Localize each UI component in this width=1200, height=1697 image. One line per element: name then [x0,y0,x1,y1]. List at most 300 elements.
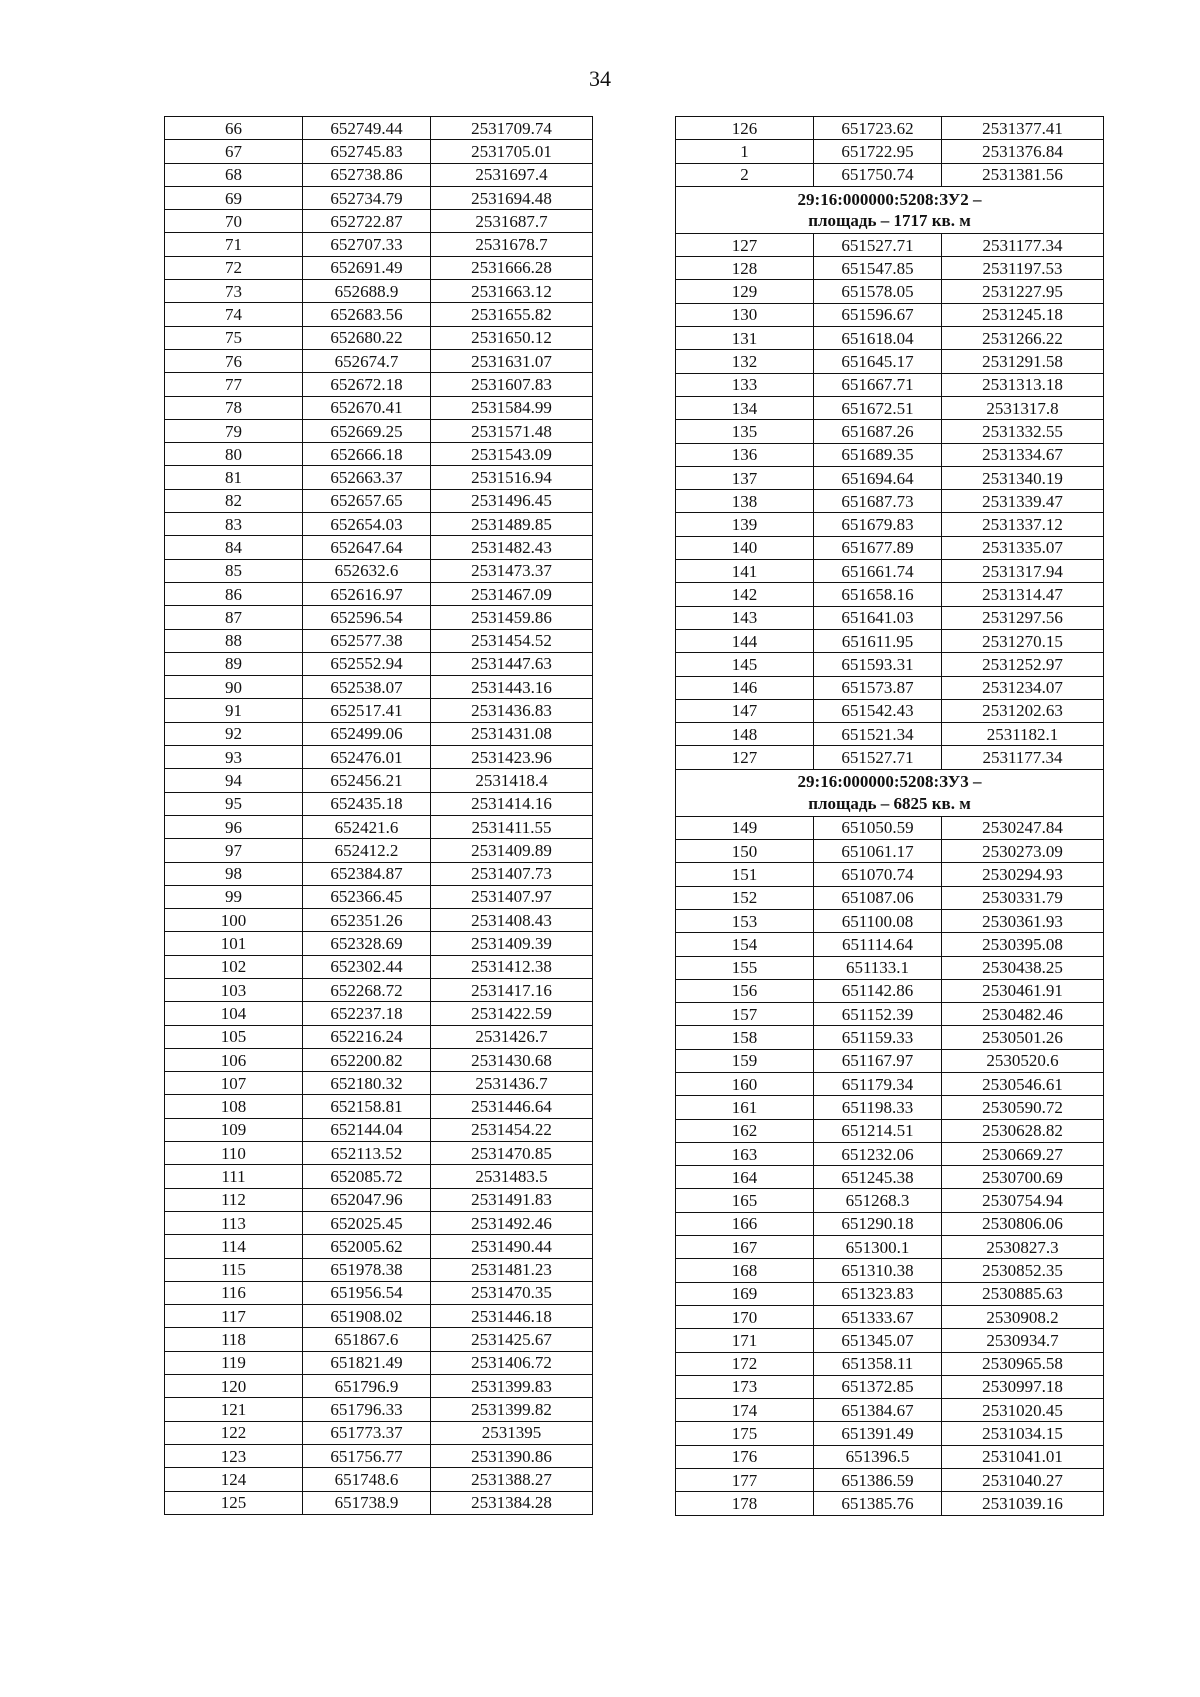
x-coordinate-cell: 651773.37 [303,1421,431,1444]
point-number-cell: 134 [676,396,814,419]
point-number-cell: 89 [165,652,303,675]
point-number-cell: 131 [676,327,814,350]
table-row [165,419,593,442]
section-heading-row [676,769,1104,816]
y-coordinate-cell: 2531470.85 [431,1142,593,1165]
y-coordinate-cell: 2530997.18 [942,1375,1104,1398]
x-coordinate-cell: 651573.87 [814,676,942,699]
point-number-cell: 88 [165,629,303,652]
point-number-cell: 162 [676,1119,814,1142]
point-number-cell: 133 [676,373,814,396]
x-coordinate-cell: 652745.83 [303,140,431,163]
y-coordinate-cell: 2531697.4 [431,163,593,186]
x-coordinate-cell: 652666.18 [303,443,431,466]
x-coordinate-cell: 651645.17 [814,350,942,373]
x-coordinate-cell: 652180.32 [303,1072,431,1095]
point-number-cell: 130 [676,303,814,326]
x-coordinate-cell: 652517.41 [303,699,431,722]
y-coordinate-cell: 2531039.16 [942,1492,1104,1515]
x-coordinate-cell: 651300.1 [814,1236,942,1259]
x-coordinate-cell: 651593.31 [814,653,942,676]
point-number-cell: 112 [165,1188,303,1211]
point-number-cell: 85 [165,559,303,582]
x-coordinate-cell: 651142.86 [814,979,942,1002]
x-coordinate-cell: 651618.04 [814,327,942,350]
x-coordinate-cell: 651268.3 [814,1189,942,1212]
x-coordinate-cell: 652707.33 [303,233,431,256]
y-coordinate-cell: 2530700.69 [942,1166,1104,1189]
table-row [165,606,593,629]
y-coordinate-cell: 2530806.06 [942,1212,1104,1235]
x-coordinate-cell: 651908.02 [303,1305,431,1328]
point-number-cell: 75 [165,326,303,349]
x-coordinate-cell: 652552.94 [303,652,431,675]
table-row [165,373,593,396]
y-coordinate-cell: 2531384.28 [431,1491,593,1514]
x-coordinate-cell: 651956.54 [303,1281,431,1304]
table-row [165,932,593,955]
y-coordinate-cell: 2531376.84 [942,140,1104,163]
y-coordinate-cell: 2531034.15 [942,1422,1104,1445]
point-number-cell: 153 [676,909,814,932]
point-number-cell: 174 [676,1399,814,1422]
x-coordinate-cell: 651547.85 [814,257,942,280]
point-number-cell: 69 [165,186,303,209]
x-coordinate-cell: 651658.16 [814,583,942,606]
x-coordinate-cell: 651358.11 [814,1352,942,1375]
y-coordinate-cell: 2531177.34 [942,233,1104,256]
x-coordinate-cell: 651689.35 [814,443,942,466]
point-number-cell: 66 [165,117,303,140]
table-row [165,1491,593,1514]
y-coordinate-cell: 2531516.94 [431,466,593,489]
point-number-cell: 119 [165,1351,303,1374]
x-coordinate-cell: 652616.97 [303,582,431,605]
point-number-cell: 118 [165,1328,303,1351]
x-coordinate-cell: 652674.7 [303,349,431,372]
table-row [165,815,593,838]
table-row [676,746,1104,769]
table-row [165,1375,593,1398]
x-coordinate-cell: 651821.49 [303,1351,431,1374]
point-number-cell: 135 [676,420,814,443]
point-number-cell: 104 [165,1002,303,1025]
table-row [165,978,593,1001]
x-coordinate-cell: 651310.38 [814,1259,942,1282]
table-row [165,140,593,163]
point-number-cell: 115 [165,1258,303,1281]
table-row [676,1422,1104,1445]
x-coordinate-cell: 652435.18 [303,792,431,815]
x-coordinate-cell: 651345.07 [814,1329,942,1352]
point-number-cell: 96 [165,815,303,838]
point-number-cell: 155 [676,956,814,979]
point-number-cell: 83 [165,513,303,536]
coordinates-table-right [675,116,1104,1516]
x-coordinate-cell: 651756.77 [303,1444,431,1467]
table-row [676,1305,1104,1328]
table-row [165,163,593,186]
y-coordinate-cell: 2531314.47 [942,583,1104,606]
x-coordinate-cell: 651578.05 [814,280,942,303]
point-number-cell: 166 [676,1212,814,1235]
y-coordinate-cell: 2531411.55 [431,815,593,838]
point-number-cell: 148 [676,723,814,746]
point-number-cell: 178 [676,1492,814,1515]
x-coordinate-cell: 651723.62 [814,117,942,140]
table-row [676,956,1104,979]
x-coordinate-cell: 652647.64 [303,536,431,559]
table-row [165,1235,593,1258]
point-number-cell: 91 [165,699,303,722]
y-coordinate-cell: 2531694.48 [431,186,593,209]
x-coordinate-cell: 652025.45 [303,1211,431,1234]
y-coordinate-cell: 2531340.19 [942,466,1104,489]
table-row [676,1329,1104,1352]
x-coordinate-cell: 652200.82 [303,1048,431,1071]
x-coordinate-cell: 652144.04 [303,1118,431,1141]
y-coordinate-cell: 2531020.45 [942,1399,1104,1422]
point-number-cell: 72 [165,256,303,279]
point-number-cell: 169 [676,1282,814,1305]
x-coordinate-cell: 651738.9 [303,1491,431,1514]
y-coordinate-cell: 2531443.16 [431,676,593,699]
point-number-cell: 158 [676,1026,814,1049]
x-coordinate-cell: 652158.81 [303,1095,431,1118]
table-row [165,909,593,932]
x-coordinate-cell: 651114.64 [814,933,942,956]
y-coordinate-cell: 2531417.16 [431,978,593,1001]
point-number-cell: 159 [676,1049,814,1072]
point-number-cell: 71 [165,233,303,256]
point-number-cell: 116 [165,1281,303,1304]
table-row [676,1096,1104,1119]
table-row [165,1398,593,1421]
table-row [165,885,593,908]
point-number-cell: 79 [165,419,303,442]
x-coordinate-cell: 652722.87 [303,210,431,233]
x-coordinate-cell: 652663.37 [303,466,431,489]
table-row [165,839,593,862]
y-coordinate-cell: 2531377.41 [942,117,1104,140]
table-row [165,233,593,256]
table-row [676,629,1104,652]
point-number-cell: 77 [165,373,303,396]
y-coordinate-cell: 2530827.3 [942,1236,1104,1259]
x-coordinate-cell: 652538.07 [303,676,431,699]
x-coordinate-cell: 651198.33 [814,1096,942,1119]
y-coordinate-cell: 2531252.97 [942,653,1104,676]
point-number-cell: 68 [165,163,303,186]
point-number-cell: 94 [165,769,303,792]
table-row [165,769,593,792]
point-number-cell: 142 [676,583,814,606]
table-row [676,653,1104,676]
table-row [165,746,593,769]
table-row [165,396,593,419]
table-row [165,1281,593,1304]
point-number-cell: 80 [165,443,303,466]
x-coordinate-cell: 651527.71 [814,233,942,256]
table-row [165,1142,593,1165]
y-coordinate-cell: 2530852.35 [942,1259,1104,1282]
point-number-cell: 138 [676,490,814,513]
point-number-cell: 78 [165,396,303,419]
point-number-cell: 137 [676,466,814,489]
table-row [165,652,593,675]
x-coordinate-cell: 651167.97 [814,1049,942,1072]
table-row [165,1072,593,1095]
y-coordinate-cell: 2531470.35 [431,1281,593,1304]
y-coordinate-cell: 2531459.86 [431,606,593,629]
table-row [165,582,593,605]
point-number-cell: 141 [676,560,814,583]
table-row [676,1445,1104,1468]
y-coordinate-cell: 2531678.7 [431,233,593,256]
point-number-cell: 145 [676,653,814,676]
y-coordinate-cell: 2531666.28 [431,256,593,279]
x-coordinate-cell: 651232.06 [814,1142,942,1165]
x-coordinate-cell: 652657.65 [303,489,431,512]
table-row [165,1421,593,1444]
y-coordinate-cell: 2530546.61 [942,1072,1104,1095]
table-row [676,327,1104,350]
x-coordinate-cell: 651672.51 [814,396,942,419]
point-number-cell: 113 [165,1211,303,1234]
x-coordinate-cell: 652456.21 [303,769,431,792]
point-number-cell: 168 [676,1259,814,1282]
table-row [676,117,1104,140]
coordinates-table-left [164,116,593,1515]
table-row [676,1259,1104,1282]
x-coordinate-cell: 651323.83 [814,1282,942,1305]
x-coordinate-cell: 651687.73 [814,490,942,513]
table-row [165,489,593,512]
y-coordinate-cell: 2531418.4 [431,769,593,792]
y-coordinate-cell: 2531291.58 [942,350,1104,373]
point-number-cell: 103 [165,978,303,1001]
section-heading-line: площадь – 6825 кв. м [808,793,971,813]
table-row [165,326,593,349]
x-coordinate-cell: 651245.38 [814,1166,942,1189]
table-row [676,1142,1104,1165]
x-coordinate-cell: 651748.6 [303,1468,431,1491]
y-coordinate-cell: 2531409.89 [431,839,593,862]
section-heading [676,186,1104,233]
table-row [165,280,593,303]
y-coordinate-cell: 2531705.01 [431,140,593,163]
y-coordinate-cell: 2531406.72 [431,1351,593,1374]
y-coordinate-cell: 2530438.25 [942,956,1104,979]
x-coordinate-cell: 651978.38 [303,1258,431,1281]
y-coordinate-cell: 2530247.84 [942,816,1104,839]
y-coordinate-cell: 2531234.07 [942,676,1104,699]
point-number-cell: 144 [676,629,814,652]
section-heading-row [676,186,1104,233]
y-coordinate-cell: 2530482.46 [942,1003,1104,1026]
y-coordinate-cell: 2530361.93 [942,909,1104,932]
x-coordinate-cell: 652672.18 [303,373,431,396]
y-coordinate-cell: 2531454.22 [431,1118,593,1141]
point-number-cell: 1 [676,140,814,163]
x-coordinate-cell: 652421.6 [303,815,431,838]
y-coordinate-cell: 2530669.27 [942,1142,1104,1165]
point-number-cell: 127 [676,233,814,256]
table-row [676,1072,1104,1095]
x-coordinate-cell: 651641.03 [814,606,942,629]
x-coordinate-cell: 651179.34 [814,1072,942,1095]
x-coordinate-cell: 651661.74 [814,560,942,583]
y-coordinate-cell: 2530520.6 [942,1049,1104,1072]
x-coordinate-cell: 651750.74 [814,163,942,186]
table-row [676,816,1104,839]
point-number-cell: 74 [165,303,303,326]
x-coordinate-cell: 651384.67 [814,1399,942,1422]
point-number-cell: 106 [165,1048,303,1071]
point-number-cell: 125 [165,1491,303,1514]
point-number-cell: 157 [676,1003,814,1026]
x-coordinate-cell: 651667.71 [814,373,942,396]
y-coordinate-cell: 2531408.43 [431,909,593,932]
point-number-cell: 84 [165,536,303,559]
x-coordinate-cell: 652328.69 [303,932,431,955]
table-row [165,1328,593,1351]
table-row [676,979,1104,1002]
y-coordinate-cell: 2531426.7 [431,1025,593,1048]
table-row [165,186,593,209]
y-coordinate-cell: 2530754.94 [942,1189,1104,1212]
y-coordinate-cell: 2530885.63 [942,1282,1104,1305]
point-number-cell: 99 [165,885,303,908]
point-number-cell: 173 [676,1375,814,1398]
table-row [165,1258,593,1281]
table-row [165,722,593,745]
y-coordinate-cell: 2531663.12 [431,280,593,303]
point-number-cell: 139 [676,513,814,536]
point-number-cell: 105 [165,1025,303,1048]
x-coordinate-cell: 652734.79 [303,186,431,209]
y-coordinate-cell: 2531409.39 [431,932,593,955]
table-row [676,560,1104,583]
point-number-cell: 175 [676,1422,814,1445]
y-coordinate-cell: 2531414.16 [431,792,593,815]
point-number-cell: 95 [165,792,303,815]
x-coordinate-cell: 652654.03 [303,513,431,536]
point-number-cell: 176 [676,1445,814,1468]
table-row [676,863,1104,886]
table-row [676,466,1104,489]
y-coordinate-cell: 2531041.01 [942,1445,1104,1468]
table-row [165,1305,593,1328]
table-row [676,420,1104,443]
table-row [165,1025,593,1048]
table-row [165,1211,593,1234]
table-row [676,1189,1104,1212]
table-row [676,1049,1104,1072]
y-coordinate-cell: 2531446.18 [431,1305,593,1328]
y-coordinate-cell: 2531332.55 [942,420,1104,443]
y-coordinate-cell: 2531430.68 [431,1048,593,1071]
table-row [676,443,1104,466]
x-coordinate-cell: 651391.49 [814,1422,942,1445]
y-coordinate-cell: 2531431.08 [431,722,593,745]
point-number-cell: 154 [676,933,814,956]
point-number-cell: 150 [676,840,814,863]
y-coordinate-cell: 2531447.63 [431,652,593,675]
page-number: 34 [589,66,611,91]
point-number-cell: 152 [676,886,814,909]
point-number-cell: 163 [676,1142,814,1165]
y-coordinate-cell: 2531297.56 [942,606,1104,629]
table-row [676,840,1104,863]
y-coordinate-cell: 2531399.82 [431,1398,593,1421]
x-coordinate-cell: 651152.39 [814,1003,942,1026]
x-coordinate-cell: 651796.9 [303,1375,431,1398]
table-row [676,1282,1104,1305]
x-coordinate-cell: 651333.67 [814,1305,942,1328]
point-number-cell: 170 [676,1305,814,1328]
y-coordinate-cell: 2531473.37 [431,559,593,582]
table-row [165,629,593,652]
point-number-cell: 81 [165,466,303,489]
table-row [165,559,593,582]
x-coordinate-cell: 652680.22 [303,326,431,349]
point-number-cell: 100 [165,909,303,932]
y-coordinate-cell: 2531454.52 [431,629,593,652]
y-coordinate-cell: 2531317.8 [942,396,1104,419]
x-coordinate-cell: 651542.43 [814,699,942,722]
table-row [165,256,593,279]
table-row [165,466,593,489]
y-coordinate-cell: 2531245.18 [942,303,1104,326]
table-row [165,1095,593,1118]
y-coordinate-cell: 2530628.82 [942,1119,1104,1142]
point-number-cell: 70 [165,210,303,233]
table-row [676,1026,1104,1049]
point-number-cell: 132 [676,350,814,373]
point-number-cell: 110 [165,1142,303,1165]
point-number-cell: 124 [165,1468,303,1491]
y-coordinate-cell: 2531687.7 [431,210,593,233]
y-coordinate-cell: 2531266.22 [942,327,1104,350]
x-coordinate-cell: 652384.87 [303,862,431,885]
table-row [165,536,593,559]
x-coordinate-cell: 652113.52 [303,1142,431,1165]
y-coordinate-cell: 2530294.93 [942,863,1104,886]
point-number-cell: 129 [676,280,814,303]
point-number-cell: 97 [165,839,303,862]
y-coordinate-cell: 2531177.34 [942,746,1104,769]
y-coordinate-cell: 2530273.09 [942,840,1104,863]
point-number-cell: 108 [165,1095,303,1118]
x-coordinate-cell: 651694.64 [814,466,942,489]
x-coordinate-cell: 652688.9 [303,280,431,303]
section-heading-line: 29:16:000000:5208:ЗУ2 – [797,189,982,209]
y-coordinate-cell: 2531334.67 [942,443,1104,466]
x-coordinate-cell: 652632.6 [303,559,431,582]
point-number-cell: 171 [676,1329,814,1352]
table-row [165,862,593,885]
point-number-cell: 107 [165,1072,303,1095]
y-coordinate-cell: 2531339.47 [942,490,1104,513]
x-coordinate-cell: 651722.95 [814,140,942,163]
point-number-cell: 128 [676,257,814,280]
table-row [676,233,1104,256]
table-row [165,349,593,372]
table-row [165,1048,593,1071]
table-row [676,1212,1104,1235]
x-coordinate-cell: 652216.24 [303,1025,431,1048]
